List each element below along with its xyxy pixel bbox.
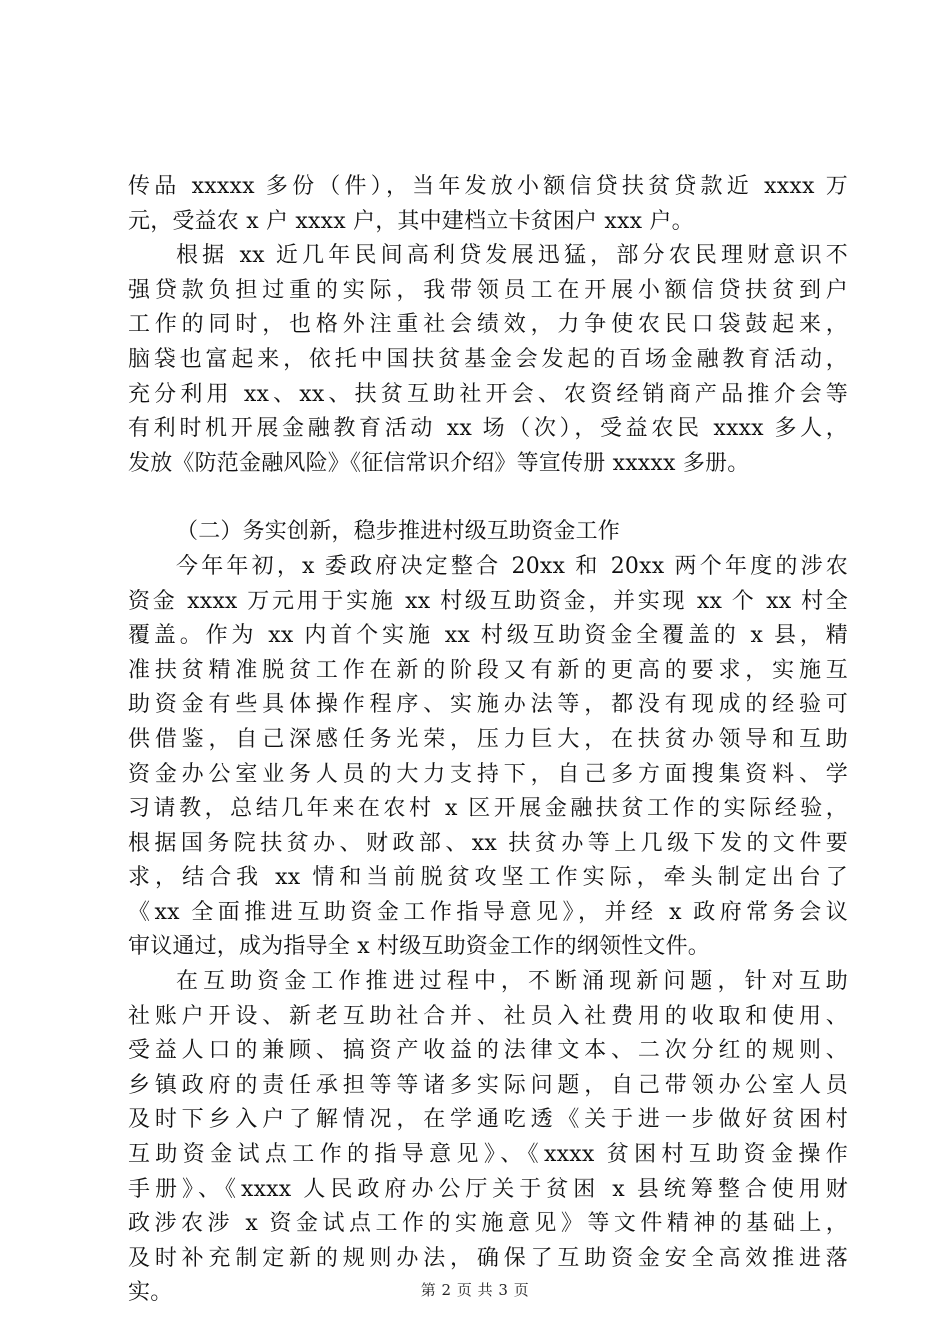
text-line: 强贷款负担过重的实际，我带领员工在开展小额信贷扶贫到户: [128, 277, 848, 303]
text-line: 习请教，总结几年来在农村 x 区开展金融扶贫工作的实际经验，: [128, 796, 848, 822]
document-body: [128, 170, 848, 1311]
text-line: 《xx 全面推进互助资金工作指导意见》，并经 x 政府常务会议: [128, 899, 848, 925]
text-line: 资金 xxxx 万元用于实施 xx 村级互助资金，并实现 xx 个 xx 村全: [128, 588, 848, 614]
text-line: 工作的同时，也格外注重社会绩效，力争使农民口袋鼓起来，: [128, 312, 848, 338]
text-line: 手册》、《xxxx 人民政府办公厅关于贫困 x 县统筹整合使用财: [128, 1176, 848, 1202]
text-line: 覆盖。作为 xx 内首个实施 xx 村级互助资金全覆盖的 x 县，精: [128, 623, 848, 649]
text-line: 社账户开设、新老互助社合并、社员入社费用的收取和使用、: [128, 1003, 848, 1029]
paragraph-4: [128, 965, 848, 1311]
text-line: 政涉农涉 x 资金试点工作的实施意见》等文件精神的基础上，: [128, 1211, 848, 1237]
text-line: 助资金有些具体操作程序、实施办法等，都没有现成的经验可: [128, 692, 848, 718]
page-number-footer: 第 2 页 共 3 页: [420, 1281, 530, 1299]
text-line: 互助资金试点工作的指导意见》、《xxxx 贫困村互助资金操作: [128, 1142, 848, 1168]
text-line: 资金办公室业务人员的大力支持下，自己多方面搜集资料、学: [128, 761, 848, 787]
text-line: 乡镇政府的责任承担等等诸多实际问题，自己带领办公室人员: [128, 1072, 848, 1098]
text-line: 根据国务院扶贫办、财政部、xx 扶贫办等上几级下发的文件要: [128, 830, 848, 856]
text-line: 在互助资金工作推进过程中，不断涌现新问题，针对互助: [176, 969, 848, 995]
text-line: 及时下乡入户了解情况，在学通吃透《关于进一步做好贫困村: [128, 1107, 848, 1133]
text-line: 供借鉴，自己深感任务光荣，压力巨大，在扶贫办领导和互助: [128, 726, 848, 752]
text-line: 有利时机开展金融教育活动 xx 场（次），受益农民 xxxx 多人，: [128, 416, 848, 442]
paragraph-3: [128, 550, 848, 965]
text-line: 实。: [128, 1280, 173, 1306]
text-line: 及时补充制定新的规则办法，确保了互助资金安全高效推进落: [128, 1245, 848, 1271]
text-line: 根据 xx 近几年民间高利贷发展迅猛，部分农民理财意识不: [176, 243, 848, 269]
section-heading: （二）务实创新，稳步推进村级互助资金工作: [176, 519, 621, 545]
text-line: 求，结合我 xx 情和当前脱贫攻坚工作实际，牵头制定出台了: [128, 865, 848, 891]
paragraph-2: [128, 239, 848, 481]
text-line: 传品 xxxxx 多份（件），当年发放小额信贷扶贫贷款近 xxxx 万: [128, 174, 848, 199]
paragraph-1: [128, 170, 848, 239]
text-line: 准扶贫精准脱贫工作在新的阶段又有新的更高的要求，实施互: [128, 657, 848, 683]
text-line: 充分利用 xx、xx、扶贫互助社开会、农资经销商产品推介会等: [128, 381, 848, 407]
text-line: 受益人口的兼顾、搞资产收益的法律文本、二次分红的规则、: [128, 1038, 848, 1064]
text-line: 脑袋也富起来，依托中国扶贫基金会发起的百场金融教育活动，: [128, 346, 848, 372]
text-line: 今年年初，x 委政府决定整合 20xx 和 20xx 两个年度的涉农: [176, 553, 848, 579]
text-line: 发放《防范金融风险》《征信常识介绍》等宣传册 xxxxx 多册。: [128, 450, 750, 476]
text-line: 审议通过，成为指导全 x 村级互助资金工作的纲领性文件。: [128, 934, 710, 960]
text-line: 元，受益农 x 户 xxxx 户，其中建档立卡贫困户 xxx 户。: [128, 208, 694, 234]
paragraph-spacer: [128, 481, 848, 515]
